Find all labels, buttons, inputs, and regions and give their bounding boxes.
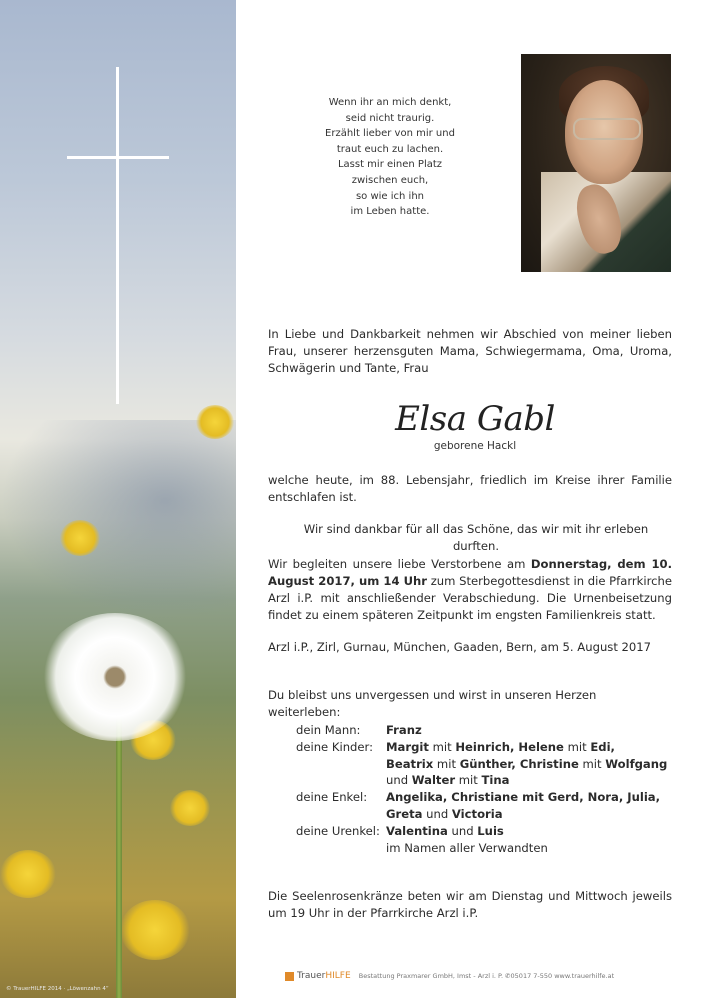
survivor-name: Greta: [386, 806, 423, 821]
survivor-names: [386, 789, 667, 806]
yellow-flower: [60, 520, 100, 556]
table-row: [296, 806, 667, 823]
table-row: [296, 756, 667, 773]
survivor-name: Victoria: [451, 806, 503, 821]
funeral-pre: Wir begleiten unsere liebe Verstorbene am: [268, 557, 531, 571]
survivor-name: Valentina: [386, 823, 448, 838]
cross-icon: [116, 67, 119, 404]
remember-text: Du bleibst uns unvergessen und wirst in unseren Herzen weiterleben:: [268, 688, 597, 719]
logo-text: Trauer: [297, 971, 326, 981]
survivor-label: deine Urenkel:: [296, 823, 380, 838]
survivor-name: Wolfgang: [605, 756, 668, 771]
dandelion-seed-head: [40, 613, 190, 741]
survivor-name: Günther, Christine: [459, 756, 579, 771]
survivor-names: [386, 739, 667, 756]
table-row: [296, 840, 667, 857]
connector: mit: [563, 739, 591, 754]
poem-line: seid nicht traurig.: [345, 112, 435, 124]
image-credit: © TrauerHILFE 2014 · „Löwenzahn 4“: [6, 986, 109, 992]
funeral-post: zum Sterbegottesdienst in die Pfarrkirche Arzl i.P. mit anschließender Verabschiedung. Die Urnenbeisetzung findet zu einem späteren Zeitpunkt im engsten Familienkreis statt.: [268, 574, 672, 622]
poem-line: zwischen euch,: [351, 174, 429, 186]
decorative-side-image: [0, 0, 236, 998]
thanks-text: Wir sind dankbar für all das Schöne, das wir mit ihr erleben durften.: [303, 522, 649, 553]
poem-line: Lasst mir einen Platz: [337, 159, 443, 171]
death-text: welche heute, im 88. Lebensjahr, friedlich im Kreise ihrer Familie entschlafen ist.: [268, 473, 672, 504]
connector: und: [422, 806, 452, 821]
survivor-names: [386, 823, 667, 840]
table-row: [296, 823, 667, 840]
portrait-photo: [521, 54, 671, 272]
survivor-name: Beatrix: [386, 756, 434, 771]
poem-line: so wie ich ihn: [355, 190, 425, 202]
table-row: [296, 739, 667, 756]
yellow-flower: [0, 850, 56, 898]
survivor-name: Tina: [481, 773, 510, 788]
relatives-line: im Namen aller Verwandten: [386, 840, 548, 855]
table-row: [296, 772, 667, 789]
footer: [285, 971, 614, 981]
dandelion-stem: [116, 700, 122, 998]
poem-line: Wenn ihr an mich denkt,: [328, 97, 452, 108]
survivor-name: Margit: [386, 739, 429, 754]
poem-line: traut euch zu lachen.: [336, 143, 444, 155]
footer-text: Bestattung Praxmarer GmbH, Imst - Arzl i. P. ✆05017 7-550 www.trauerhilfe.at: [358, 972, 615, 980]
survivor-name: Franz: [386, 723, 422, 737]
survivor-names: [386, 756, 667, 773]
poem-line: Erzählt lieber von mir und: [325, 128, 455, 140]
rosary-text: Die Seelenrosenkränze beten wir am Dienstag und Mittwoch jeweils um 19 Uhr in der Pfarrkirche Arzl i.P.: [268, 889, 672, 920]
cross-icon-bar: [67, 156, 169, 159]
connector: mit: [455, 773, 482, 788]
place-date: Arzl i.P., Zirl, Gurnau, München, Gaaden, Bern, am 5. August 2017: [268, 640, 652, 654]
survivor-name: Angelika, Christiane mit Gerd, Nora, Julia,: [386, 790, 661, 805]
survivor-names: [386, 722, 667, 739]
survivor-names: [386, 772, 667, 789]
survivor-name: Walter: [411, 773, 456, 788]
table-row: [296, 789, 667, 806]
connector: mit: [433, 756, 460, 771]
intro-text: In Liebe und Dankbarkeit nehmen wir Abschied von meiner lieben Frau, unserer herzensguten Mama, Schwiegermama, Oma, Uroma, Schwägerin und Tante, Frau: [268, 327, 672, 375]
funeral-text: [268, 556, 672, 624]
survivor-label: dein Mann:: [296, 723, 361, 737]
connector: mit: [578, 756, 606, 771]
survivor-label: deine Kinder:: [296, 739, 374, 754]
connector: mit: [428, 739, 456, 754]
survivor-label: deine Enkel:: [296, 790, 368, 805]
survivor-names: [386, 806, 667, 823]
yellow-flower: [170, 790, 210, 826]
connector: und: [386, 773, 412, 788]
birth-name: geborene Hackl: [433, 440, 517, 452]
survivors-table: [296, 722, 667, 856]
connector: und: [447, 823, 478, 838]
survivor-name: Luis: [477, 823, 504, 838]
poem: [300, 95, 480, 220]
poem-line: im Leben hatte.: [350, 206, 430, 218]
logo-text-accent: HILFE: [325, 971, 351, 981]
trauerhilfe-logo-icon: [285, 972, 294, 981]
table-row: [296, 722, 667, 739]
deceased-name: Elsa Gabl: [395, 399, 555, 439]
glasses: [573, 118, 641, 140]
yellow-flower: [120, 900, 190, 960]
survivor-name: Heinrich, Helene: [455, 739, 564, 754]
yellow-flower: [196, 405, 234, 439]
funeral-date: Donnerstag, dem 10. August 2017, um 14 Uhr: [268, 557, 672, 588]
survivor-name: Edi,: [590, 739, 615, 754]
mountain-haze: [0, 420, 236, 620]
